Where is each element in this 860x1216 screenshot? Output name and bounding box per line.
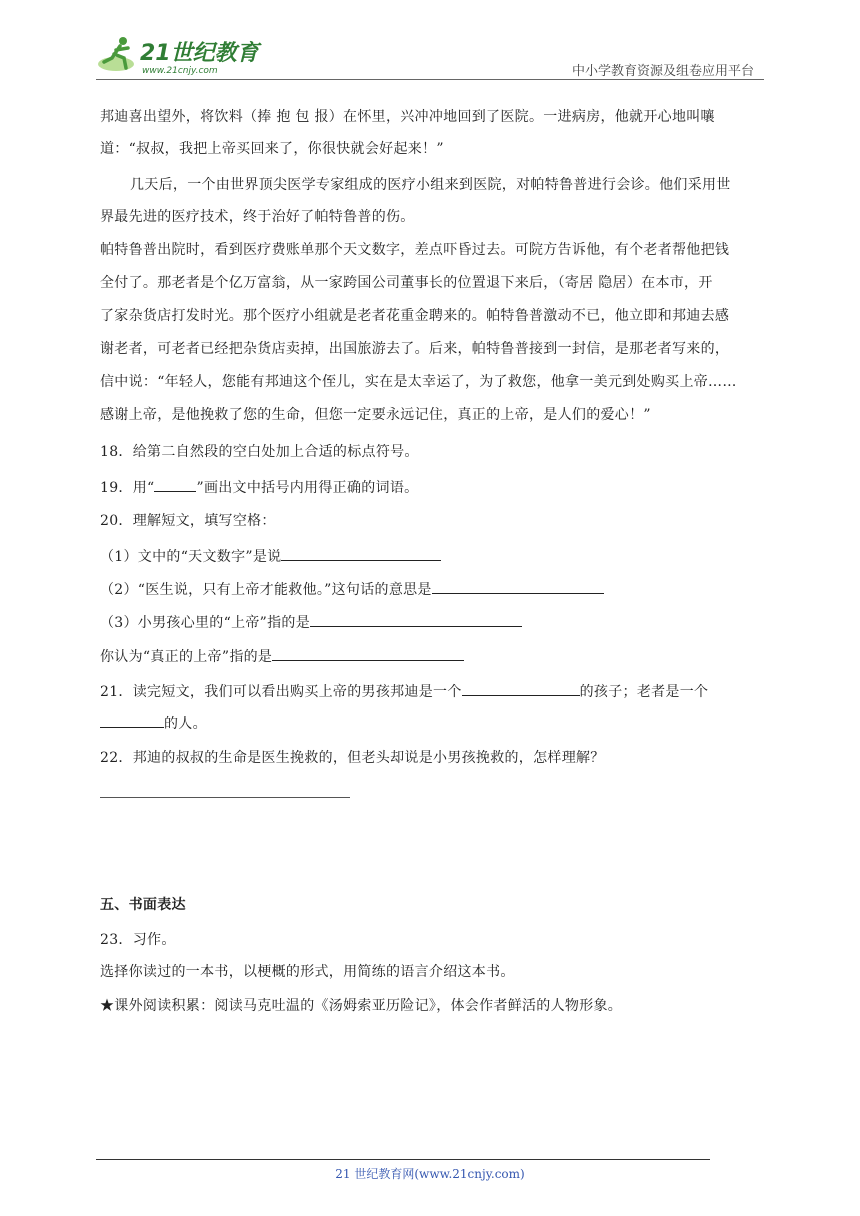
passage-p3-line1: 帕特鲁普出院时，看到医疗费账单那个天文数字，差点吓昏过去。可院方告诉他，有个老者帮他把钱 bbox=[100, 242, 730, 258]
passage-p3-line3: 了家杂货店打发时光。那个医疗小组就是老者花重金聘来的。帕特鲁普激动不已，他立即和邦迪去感 bbox=[100, 308, 730, 324]
question-20-2-blank[interactable] bbox=[432, 579, 604, 594]
passage-p1-line1: 邦迪喜出望外，将饮料（捧 抱 包 报）在怀里，兴冲冲地回到了医院。一进病房，他就开心地叫嚷 bbox=[100, 109, 715, 125]
passage-p2-line1: 几天后，一个由世界顶尖医学专家组成的医疗小组来到医院，对帕特鲁普进行会诊。他们采用世 bbox=[130, 177, 731, 193]
passage-p3-line6: 感谢上帝，是他挽救了您的生命，但您一定要永远记住，真正的上帝，是人们的爱心！” bbox=[100, 407, 651, 423]
passage-p1-line2: 道：“叔叔，我把上帝买回来了，你很快就会好起来！” bbox=[100, 141, 444, 157]
question-23: 23．习作。 bbox=[100, 932, 176, 948]
question-20-4-text: 你认为“真正的上帝”指的是 bbox=[100, 649, 273, 665]
question-21-mid: 的孩子；老者是一个 bbox=[579, 684, 709, 700]
question-19 bbox=[100, 477, 418, 498]
question-20-1-blank[interactable] bbox=[281, 546, 441, 561]
question-21-end: 的人。 bbox=[164, 716, 207, 732]
writing-prompt: 选择你读过的一本书，以梗概的形式，用简练的语言介绍这本书。 bbox=[100, 964, 515, 980]
question-20-3-text: （3）小男孩心里的“上帝”指的是 bbox=[100, 615, 311, 631]
question-20-2 bbox=[100, 579, 604, 600]
question-20-2-text: （2）“医生说，只有上帝才能救他。”这句话的意思是 bbox=[100, 582, 432, 598]
question-22-answer-line[interactable] bbox=[100, 797, 350, 798]
question-20-1-text: （1）文中的“天文数字”是说 bbox=[100, 549, 282, 565]
section-5-title: 五、书面表达 bbox=[100, 897, 186, 913]
footer-text: 21 世纪教育网(www.21cnjy.com) bbox=[335, 1167, 525, 1181]
header-divider bbox=[96, 79, 764, 80]
footer-divider bbox=[96, 1159, 710, 1160]
question-20: 20．理解短文，填写空格： bbox=[100, 513, 276, 529]
question-21-line1 bbox=[100, 681, 708, 702]
question-21-blank-1[interactable] bbox=[462, 681, 580, 696]
question-19-start: 19．用“ bbox=[100, 480, 155, 496]
passage-p2-line2: 界最先进的医疗技术，终于治好了帕特鲁普的伤。 bbox=[100, 209, 415, 225]
question-19-end: ”画出文中括号内用得正确的词语。 bbox=[196, 480, 419, 496]
site-name: 中小学教育资源及组卷应用平台 bbox=[571, 64, 754, 79]
passage-p3-line5: 信中说：“年轻人，您能有邦迪这个侄儿，实在是太幸运了，为了救您，他拿一美元到处购买上帝…… bbox=[100, 374, 737, 390]
logo-text: 21世纪教育 bbox=[140, 41, 259, 66]
question-20-3 bbox=[100, 612, 522, 633]
passage-p3-line2: 全付了。那老者是个亿万富翁，从一家跨国公司董事长的位置退下来后，（寄居 隐居）在本市，开 bbox=[100, 275, 713, 291]
question-20-4 bbox=[100, 646, 464, 667]
question-20-4-blank[interactable] bbox=[272, 646, 464, 661]
question-21-text: 21．读完短文，我们可以看出购买上帝的男孩邦迪是一个 bbox=[100, 684, 462, 700]
runner-logo-icon bbox=[96, 34, 266, 80]
question-21-blank-2[interactable] bbox=[100, 713, 164, 728]
question-20-3-blank[interactable] bbox=[310, 612, 522, 627]
question-19-blank[interactable] bbox=[154, 477, 196, 492]
question-18: 18．给第二自然段的空白处加上合适的标点符号。 bbox=[100, 444, 419, 460]
passage-p3-line4: 谢老者，可老者已经把杂货店卖掉，出国旅游去了。后来，帕特鲁普接到一封信，是那老者写来的， bbox=[100, 341, 730, 357]
reading-extra: ★课外阅读积累：阅读马克吐温的《汤姆索亚历险记》，体会作者鲜活的人物形象。 bbox=[100, 998, 623, 1014]
site-logo bbox=[96, 34, 266, 80]
question-22: 22．邦迪的叔叔的生命是医生挽救的，但老头却说是小男孩挽救的，怎样理解？ bbox=[100, 750, 605, 766]
logo-url: www.21cnjy.com bbox=[142, 66, 218, 76]
question-21-line2 bbox=[100, 713, 207, 734]
question-20-1 bbox=[100, 546, 441, 567]
